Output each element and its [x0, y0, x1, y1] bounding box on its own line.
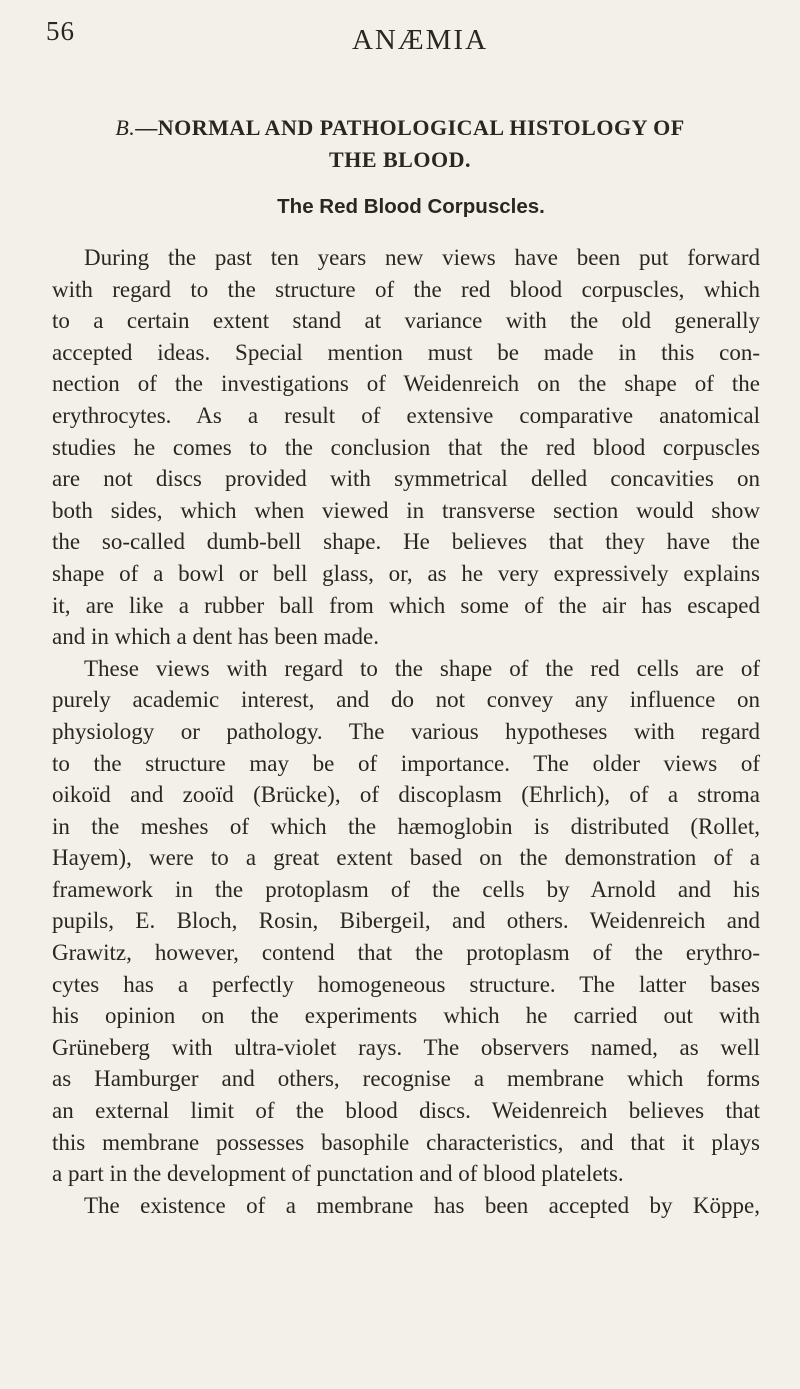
section-prefix: B. — [115, 115, 136, 140]
text-line: and in which a dent has been made. — [52, 624, 379, 650]
section-title — [110, 112, 690, 176]
text-line: oikoïd and zooïd (Brücke), of discoplasm (Ehrlich), of a stroma — [52, 782, 760, 808]
text-line: in the meshes of which the hæmoglobin is distributed (Rollet, — [52, 813, 760, 839]
text-line: purely academic interest, and do not convey any influence on — [52, 687, 760, 713]
text-line: The existence of a membrane has been accepted by Köppe, — [84, 1192, 760, 1218]
section-title-line-1: —NORMAL AND PATHOLOGICAL HISTOLOGY OF — [135, 115, 685, 140]
page-number: 56 — [46, 16, 75, 46]
text-line: framework in the protoplasm of the cells by Arnold and his — [52, 876, 760, 902]
text-line: a part in the development of punctation and of blood platelets. — [52, 1161, 624, 1187]
text-line: pupils, E. Bloch, Rosin, Bibergeil, and others. Weidenreich and — [52, 908, 760, 934]
section-title-line-2: THE BLOOD. — [329, 147, 471, 172]
text-line: accepted ideas. Special mention must be made in this con- — [52, 339, 760, 365]
text-line: These views with regard to the shape of the red cells are of — [84, 655, 760, 681]
text-line: both sides, which when viewed in transverse section would show — [52, 497, 760, 523]
text-line: erythrocytes. As a result of extensive comparative anatomical — [52, 402, 760, 428]
text-line: it, are like a rubber ball from which some of the air has escaped — [52, 592, 760, 618]
running-head: ANÆMIA — [351, 24, 489, 56]
text-line: the so-called dumb-bell shape. He believes that they have the — [52, 529, 760, 555]
text-line: an external limit of the blood discs. Weidenreich believes that — [52, 1098, 760, 1124]
text-line: Hayem), were to a great extent based on the demonstration of a — [52, 845, 760, 871]
text-line: physiology or pathology. The various hypotheses with regard — [52, 718, 760, 744]
text-line: Grüneberg with ultra-violet rays. The observers named, as well — [52, 1034, 760, 1060]
text-line: with regard to the structure of the red blood corpuscles, which — [52, 276, 760, 302]
text-line: shape of a bowl or bell glass, or, as he very expressively explains — [52, 560, 760, 586]
text-line: Grawitz, however, contend that the protoplasm of the erythro- — [52, 940, 760, 966]
body-text — [52, 242, 760, 1221]
text-line: as Hamburger and others, recognise a membrane which forms — [52, 1066, 760, 1092]
text-line: cytes has a perfectly homogeneous structure. The latter bases — [52, 971, 760, 997]
text-line: During the past ten years new views have been put forward — [84, 245, 760, 270]
subsection-title: The Red Blood Corpuscles. — [277, 195, 545, 218]
text-line: to the structure may be of importance. The older views of — [52, 750, 760, 776]
text-line: to a certain extent stand at variance with the old generally — [52, 308, 760, 334]
text-line: studies he comes to the conclusion that the red blood corpuscles — [52, 434, 760, 460]
text-line: nection of the investigations of Weidenreich on the shape of the — [52, 371, 760, 397]
text-line: this membrane possesses basophile characteristics, and that it plays — [52, 1129, 760, 1155]
text-line: his opinion on the experiments which he carried out with — [52, 1003, 760, 1029]
text-line: are not discs provided with symmetrical delled concavities on — [52, 466, 760, 492]
